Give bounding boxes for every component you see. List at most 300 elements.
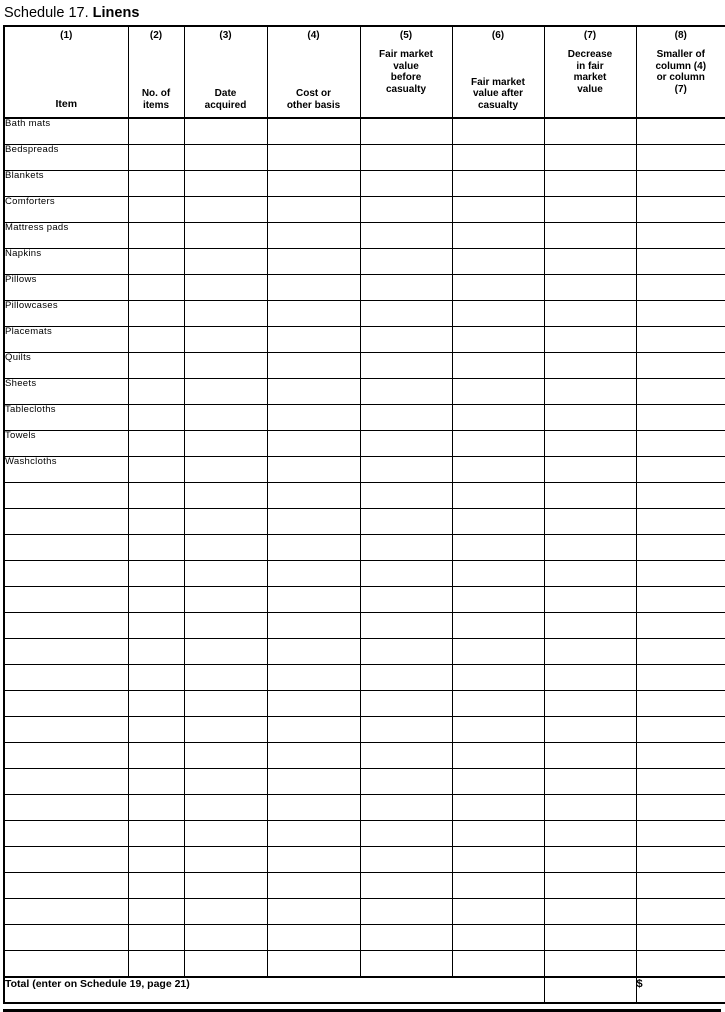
entry-cell-col4[interactable] xyxy=(267,665,360,691)
table-body xyxy=(4,118,725,977)
entry-cell-col4[interactable] xyxy=(267,587,360,613)
entry-cell-col8[interactable] xyxy=(636,275,725,301)
entry-cell-col8[interactable] xyxy=(636,639,725,665)
column-caption xyxy=(363,49,450,95)
entry-cell-col4[interactable] xyxy=(267,275,360,301)
entry-cell-col7[interactable] xyxy=(544,535,636,561)
table-row xyxy=(4,145,725,171)
entry-cell-col7[interactable] xyxy=(544,405,636,431)
column-caption-line: casualty xyxy=(363,84,450,96)
entry-cell-col7[interactable] xyxy=(544,275,636,301)
entry-cell-col5[interactable] xyxy=(360,561,452,587)
entry-cell-col3[interactable] xyxy=(184,457,267,483)
entry-cell-col4[interactable] xyxy=(267,379,360,405)
item-input-cell[interactable] xyxy=(4,587,128,613)
column-caption-line: items xyxy=(131,100,182,112)
entry-cell-col4[interactable] xyxy=(267,561,360,587)
entry-cell-col8[interactable] xyxy=(636,118,725,145)
entry-cell-col7[interactable] xyxy=(544,665,636,691)
entry-cell-col2[interactable] xyxy=(128,327,184,353)
header-cell-5 xyxy=(360,26,452,118)
column-caption xyxy=(187,88,265,111)
table-row xyxy=(4,405,725,431)
entry-cell-col7[interactable] xyxy=(544,821,636,847)
entry-cell-col6[interactable] xyxy=(452,717,544,743)
entry-cell-col8[interactable] xyxy=(636,457,725,483)
entry-cell-col3[interactable] xyxy=(184,899,267,925)
entry-cell-col4[interactable] xyxy=(267,847,360,873)
entry-cell-col8[interactable] xyxy=(636,379,725,405)
item-input-cell[interactable] xyxy=(4,691,128,717)
column-caption-line: No. of xyxy=(131,88,182,100)
entry-cell-col6[interactable] xyxy=(452,223,544,249)
item-input-cell[interactable] xyxy=(4,717,128,743)
entry-cell-col2[interactable] xyxy=(128,223,184,249)
entry-cell-col8[interactable] xyxy=(636,587,725,613)
table-row xyxy=(4,743,725,769)
entry-cell-col8[interactable] xyxy=(636,665,725,691)
header-cell-inner-7 xyxy=(545,27,636,115)
entry-cell-col6[interactable] xyxy=(452,353,544,379)
entry-cell-col5[interactable] xyxy=(360,743,452,769)
entry-cell-col5[interactable] xyxy=(360,535,452,561)
table-row xyxy=(4,457,725,483)
table-row xyxy=(4,535,725,561)
entry-cell-col4[interactable] xyxy=(267,717,360,743)
entry-cell-col3[interactable] xyxy=(184,145,267,171)
entry-cell-col7[interactable] xyxy=(544,717,636,743)
entry-cell-col8[interactable] xyxy=(636,795,725,821)
entry-cell-col8[interactable] xyxy=(636,873,725,899)
entry-cell-col6[interactable] xyxy=(452,405,544,431)
entry-cell-col7[interactable] xyxy=(544,118,636,145)
entry-cell-col6[interactable] xyxy=(452,951,544,978)
entry-cell-col7[interactable] xyxy=(544,327,636,353)
entry-cell-col7[interactable] xyxy=(544,431,636,457)
entry-cell-col2[interactable] xyxy=(128,275,184,301)
entry-cell-col6[interactable] xyxy=(452,925,544,951)
entry-cell-col7[interactable] xyxy=(544,457,636,483)
entry-cell-col4[interactable] xyxy=(267,925,360,951)
entry-cell-col7[interactable] xyxy=(544,925,636,951)
entry-cell-col2[interactable] xyxy=(128,379,184,405)
entry-cell-col4[interactable] xyxy=(267,223,360,249)
entry-cell-col4[interactable] xyxy=(267,301,360,327)
entry-cell-col3[interactable] xyxy=(184,639,267,665)
entry-cell-col6[interactable] xyxy=(452,821,544,847)
entry-cell-col5[interactable] xyxy=(360,249,452,275)
entry-cell-col5[interactable] xyxy=(360,275,452,301)
entry-cell-col6[interactable] xyxy=(452,561,544,587)
item-input-cell[interactable] xyxy=(4,925,128,951)
column-caption-line: other basis xyxy=(270,100,358,112)
column-number: (7) xyxy=(545,30,636,42)
entry-cell-col3[interactable] xyxy=(184,665,267,691)
column-number: (2) xyxy=(129,30,184,42)
item-input-cell[interactable] xyxy=(4,847,128,873)
entry-cell-col5[interactable] xyxy=(360,405,452,431)
entry-cell-col4[interactable] xyxy=(267,691,360,717)
entry-cell-col8[interactable] xyxy=(636,691,725,717)
item-input-cell[interactable] xyxy=(4,639,128,665)
entry-cell-col5[interactable] xyxy=(360,665,452,691)
entry-cell-col5[interactable] xyxy=(360,769,452,795)
entry-cell-col3[interactable] xyxy=(184,587,267,613)
item-input-cell[interactable] xyxy=(4,665,128,691)
entry-cell-col6[interactable] xyxy=(452,145,544,171)
entry-cell-col6[interactable] xyxy=(452,197,544,223)
entry-cell-col3[interactable] xyxy=(184,405,267,431)
item-input-cell[interactable] xyxy=(4,795,128,821)
entry-cell-col8[interactable] xyxy=(636,899,725,925)
entry-cell-col6[interactable] xyxy=(452,665,544,691)
entry-cell-col8[interactable] xyxy=(636,821,725,847)
table-row xyxy=(4,925,725,951)
entry-cell-col6[interactable] xyxy=(452,691,544,717)
entry-cell-col5[interactable] xyxy=(360,613,452,639)
entry-cell-col4[interactable] xyxy=(267,795,360,821)
entry-cell-col3[interactable] xyxy=(184,379,267,405)
item-input-cell[interactable] xyxy=(4,743,128,769)
entry-cell-col6[interactable] xyxy=(452,327,544,353)
entry-cell-col7[interactable] xyxy=(544,847,636,873)
entry-cell-col3[interactable] xyxy=(184,249,267,275)
entry-cell-col7[interactable] xyxy=(544,951,636,978)
table-row xyxy=(4,821,725,847)
entry-cell-col7[interactable] xyxy=(544,379,636,405)
entry-cell-col5[interactable] xyxy=(360,951,452,978)
entry-cell-col3[interactable] xyxy=(184,197,267,223)
entry-cell-col8[interactable] xyxy=(636,249,725,275)
entry-cell-col7[interactable] xyxy=(544,145,636,171)
entry-cell-col2[interactable] xyxy=(128,405,184,431)
entry-cell-col2[interactable] xyxy=(128,535,184,561)
total-col7-cell[interactable] xyxy=(544,977,636,1003)
entry-cell-col3[interactable] xyxy=(184,483,267,509)
entry-cell-col5[interactable] xyxy=(360,223,452,249)
entry-cell-col4[interactable] xyxy=(267,873,360,899)
item-label-cell: Sheets xyxy=(4,379,128,405)
entry-cell-col5[interactable] xyxy=(360,691,452,717)
entry-cell-col7[interactable] xyxy=(544,587,636,613)
entry-cell-col6[interactable] xyxy=(452,483,544,509)
table-row xyxy=(4,301,725,327)
entry-cell-col2[interactable] xyxy=(128,197,184,223)
entry-cell-col7[interactable] xyxy=(544,561,636,587)
entry-cell-col2[interactable] xyxy=(128,301,184,327)
entry-cell-col8[interactable] xyxy=(636,925,725,951)
entry-cell-col7[interactable] xyxy=(544,509,636,535)
casualty-loss-table xyxy=(3,25,725,1004)
entry-cell-col6[interactable] xyxy=(452,275,544,301)
entry-cell-col7[interactable] xyxy=(544,769,636,795)
entry-cell-col2[interactable] xyxy=(128,118,184,145)
entry-cell-col4[interactable] xyxy=(267,431,360,457)
table-row xyxy=(4,197,725,223)
entry-cell-col6[interactable] xyxy=(452,457,544,483)
column-caption-line: casualty xyxy=(455,100,542,112)
entry-cell-col6[interactable] xyxy=(452,743,544,769)
entry-cell-col7[interactable] xyxy=(544,249,636,275)
entry-cell-col8[interactable] xyxy=(636,847,725,873)
entry-cell-col2[interactable] xyxy=(128,431,184,457)
entry-cell-col2[interactable] xyxy=(128,821,184,847)
entry-cell-col4[interactable] xyxy=(267,118,360,145)
entry-cell-col8[interactable] xyxy=(636,301,725,327)
entry-cell-col3[interactable] xyxy=(184,691,267,717)
entry-cell-col8[interactable] xyxy=(636,197,725,223)
entry-cell-col4[interactable] xyxy=(267,327,360,353)
entry-cell-col6[interactable] xyxy=(452,379,544,405)
item-input-cell[interactable] xyxy=(4,613,128,639)
entry-cell-col6[interactable] xyxy=(452,769,544,795)
entry-cell-col7[interactable] xyxy=(544,743,636,769)
entry-cell-col7[interactable] xyxy=(544,353,636,379)
column-caption xyxy=(270,88,358,111)
page-title xyxy=(4,4,723,22)
entry-cell-col6[interactable] xyxy=(452,535,544,561)
entry-cell-col7[interactable] xyxy=(544,795,636,821)
entry-cell-col7[interactable] xyxy=(544,873,636,899)
item-input-cell[interactable] xyxy=(4,899,128,925)
entry-cell-col7[interactable] xyxy=(544,483,636,509)
entry-cell-col2[interactable] xyxy=(128,665,184,691)
column-caption-line: value xyxy=(363,61,450,73)
entry-cell-col8[interactable] xyxy=(636,561,725,587)
entry-cell-col4[interactable] xyxy=(267,535,360,561)
table-row xyxy=(4,275,725,301)
entry-cell-col2[interactable] xyxy=(128,873,184,899)
entry-cell-col7[interactable] xyxy=(544,171,636,197)
header-cell-inner-2 xyxy=(129,27,184,115)
entry-cell-col2[interactable] xyxy=(128,639,184,665)
header-cell-inner-8 xyxy=(637,27,725,115)
entry-cell-col3[interactable] xyxy=(184,951,267,978)
entry-cell-col5[interactable] xyxy=(360,899,452,925)
entry-cell-col8[interactable] xyxy=(636,405,725,431)
entry-cell-col5[interactable] xyxy=(360,847,452,873)
item-input-cell[interactable] xyxy=(4,951,128,978)
entry-cell-col6[interactable] xyxy=(452,613,544,639)
entry-cell-col7[interactable] xyxy=(544,899,636,925)
entry-cell-col6[interactable] xyxy=(452,587,544,613)
entry-cell-col3[interactable] xyxy=(184,301,267,327)
schedule-label: Schedule 17. xyxy=(4,5,89,21)
entry-cell-col3[interactable] xyxy=(184,561,267,587)
entry-cell-col2[interactable] xyxy=(128,899,184,925)
entry-cell-col3[interactable] xyxy=(184,873,267,899)
entry-cell-col6[interactable] xyxy=(452,431,544,457)
entry-cell-col4[interactable] xyxy=(267,769,360,795)
entry-cell-col4[interactable] xyxy=(267,249,360,275)
item-input-cell[interactable] xyxy=(4,561,128,587)
entry-cell-col2[interactable] xyxy=(128,717,184,743)
header-cell-inner-6 xyxy=(453,27,544,115)
entry-cell-col2[interactable] xyxy=(128,691,184,717)
entry-cell-col2[interactable] xyxy=(128,769,184,795)
entry-cell-col2[interactable] xyxy=(128,353,184,379)
entry-cell-col6[interactable] xyxy=(452,301,544,327)
column-caption-line: Cost or xyxy=(270,88,358,100)
entry-cell-col8[interactable] xyxy=(636,483,725,509)
entry-cell-col6[interactable] xyxy=(452,873,544,899)
entry-cell-col2[interactable] xyxy=(128,743,184,769)
entry-cell-col5[interactable] xyxy=(360,821,452,847)
item-input-cell[interactable] xyxy=(4,873,128,899)
entry-cell-col6[interactable] xyxy=(452,171,544,197)
entry-cell-col6[interactable] xyxy=(452,795,544,821)
entry-cell-col6[interactable] xyxy=(452,118,544,145)
entry-cell-col6[interactable] xyxy=(452,899,544,925)
entry-cell-col5[interactable] xyxy=(360,509,452,535)
column-number: (8) xyxy=(637,30,725,42)
total-row xyxy=(4,977,725,1003)
entry-cell-col3[interactable] xyxy=(184,353,267,379)
entry-cell-col2[interactable] xyxy=(128,561,184,587)
entry-cell-col3[interactable] xyxy=(184,821,267,847)
entry-cell-col2[interactable] xyxy=(128,483,184,509)
entry-cell-col5[interactable] xyxy=(360,301,452,327)
item-input-cell[interactable] xyxy=(4,821,128,847)
table-row xyxy=(4,431,725,457)
entry-cell-col4[interactable] xyxy=(267,509,360,535)
entry-cell-col5[interactable] xyxy=(360,327,452,353)
column-caption-line: in fair xyxy=(547,61,634,73)
entry-cell-col6[interactable] xyxy=(452,639,544,665)
entry-cell-col8[interactable] xyxy=(636,171,725,197)
item-input-cell[interactable] xyxy=(4,535,128,561)
entry-cell-col4[interactable] xyxy=(267,171,360,197)
entry-cell-col5[interactable] xyxy=(360,925,452,951)
entry-cell-col4[interactable] xyxy=(267,145,360,171)
entry-cell-col5[interactable] xyxy=(360,873,452,899)
entry-cell-col2[interactable] xyxy=(128,847,184,873)
entry-cell-col4[interactable] xyxy=(267,613,360,639)
item-input-cell[interactable] xyxy=(4,483,128,509)
entry-cell-col5[interactable] xyxy=(360,587,452,613)
entry-cell-col2[interactable] xyxy=(128,145,184,171)
entry-cell-col5[interactable] xyxy=(360,431,452,457)
table-row xyxy=(4,951,725,978)
entry-cell-col6[interactable] xyxy=(452,249,544,275)
entry-cell-col4[interactable] xyxy=(267,743,360,769)
entry-cell-col3[interactable] xyxy=(184,223,267,249)
entry-cell-col5[interactable] xyxy=(360,379,452,405)
item-label-cell: Blankets xyxy=(4,171,128,197)
entry-cell-col8[interactable] xyxy=(636,717,725,743)
item-label-cell: Pillows xyxy=(4,275,128,301)
entry-cell-col4[interactable] xyxy=(267,353,360,379)
entry-cell-col6[interactable] xyxy=(452,509,544,535)
header-cell-inner-5 xyxy=(361,27,452,115)
entry-cell-col2[interactable] xyxy=(128,171,184,197)
entry-cell-col5[interactable] xyxy=(360,118,452,145)
entry-cell-col3[interactable] xyxy=(184,275,267,301)
entry-cell-col8[interactable] xyxy=(636,743,725,769)
entry-cell-col4[interactable] xyxy=(267,457,360,483)
entry-cell-col8[interactable] xyxy=(636,223,725,249)
entry-cell-col7[interactable] xyxy=(544,223,636,249)
entry-cell-col2[interactable] xyxy=(128,587,184,613)
entry-cell-col7[interactable] xyxy=(544,613,636,639)
entry-cell-col8[interactable] xyxy=(636,353,725,379)
entry-cell-col3[interactable] xyxy=(184,171,267,197)
entry-cell-col8[interactable] xyxy=(636,613,725,639)
entry-cell-col2[interactable] xyxy=(128,795,184,821)
column-number: (1) xyxy=(5,30,128,42)
entry-cell-col7[interactable] xyxy=(544,301,636,327)
entry-cell-col3[interactable] xyxy=(184,431,267,457)
entry-cell-col3[interactable] xyxy=(184,509,267,535)
entry-cell-col3[interactable] xyxy=(184,613,267,639)
entry-cell-col4[interactable] xyxy=(267,951,360,978)
entry-cell-col3[interactable] xyxy=(184,847,267,873)
entry-cell-col3[interactable] xyxy=(184,535,267,561)
entry-cell-col5[interactable] xyxy=(360,197,452,223)
entry-cell-col4[interactable] xyxy=(267,483,360,509)
entry-cell-col8[interactable] xyxy=(636,951,725,978)
entry-cell-col5[interactable] xyxy=(360,353,452,379)
entry-cell-col2[interactable] xyxy=(128,925,184,951)
entry-cell-col8[interactable] xyxy=(636,327,725,353)
entry-cell-col7[interactable] xyxy=(544,639,636,665)
entry-cell-col7[interactable] xyxy=(544,197,636,223)
entry-cell-col5[interactable] xyxy=(360,717,452,743)
item-input-cell[interactable] xyxy=(4,509,128,535)
entry-cell-col5[interactable] xyxy=(360,145,452,171)
entry-cell-col4[interactable] xyxy=(267,821,360,847)
entry-cell-col3[interactable] xyxy=(184,717,267,743)
entry-cell-col5[interactable] xyxy=(360,171,452,197)
entry-cell-col6[interactable] xyxy=(452,847,544,873)
entry-cell-col2[interactable] xyxy=(128,951,184,978)
entry-cell-col4[interactable] xyxy=(267,197,360,223)
entry-cell-col8[interactable] xyxy=(636,535,725,561)
entry-cell-col8[interactable] xyxy=(636,509,725,535)
item-label-cell: Placemats xyxy=(4,327,128,353)
entry-cell-col5[interactable] xyxy=(360,457,452,483)
header-row xyxy=(4,26,725,118)
entry-cell-col4[interactable] xyxy=(267,899,360,925)
entry-cell-col3[interactable] xyxy=(184,795,267,821)
entry-cell-col2[interactable] xyxy=(128,249,184,275)
entry-cell-col8[interactable] xyxy=(636,431,725,457)
entry-cell-col3[interactable] xyxy=(184,118,267,145)
entry-cell-col4[interactable] xyxy=(267,405,360,431)
entry-cell-col5[interactable] xyxy=(360,639,452,665)
column-caption-line: before xyxy=(363,72,450,84)
entry-cell-col3[interactable] xyxy=(184,327,267,353)
table-row xyxy=(4,249,725,275)
total-dollar-cell[interactable]: $ xyxy=(636,977,725,1003)
table-row xyxy=(4,223,725,249)
entry-cell-col3[interactable] xyxy=(184,743,267,769)
entry-cell-col2[interactable] xyxy=(128,509,184,535)
entry-cell-col8[interactable] xyxy=(636,145,725,171)
column-caption-line: (7) xyxy=(639,84,724,96)
entry-cell-col7[interactable] xyxy=(544,691,636,717)
entry-cell-col5[interactable] xyxy=(360,483,452,509)
entry-cell-col3[interactable] xyxy=(184,769,267,795)
entry-cell-col2[interactable] xyxy=(128,457,184,483)
header-cell-3 xyxy=(184,26,267,118)
entry-cell-col4[interactable] xyxy=(267,639,360,665)
item-input-cell[interactable] xyxy=(4,769,128,795)
entry-cell-col2[interactable] xyxy=(128,613,184,639)
entry-cell-col8[interactable] xyxy=(636,769,725,795)
entry-cell-col5[interactable] xyxy=(360,795,452,821)
entry-cell-col3[interactable] xyxy=(184,925,267,951)
